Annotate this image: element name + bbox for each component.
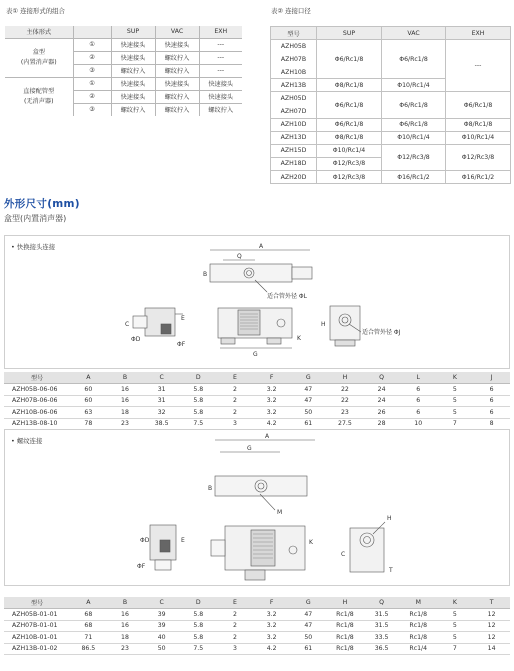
dim-label-g: G [253, 351, 258, 358]
sup-cell: Φ6/Rc1/8 [317, 40, 382, 79]
value-cell: 18 [107, 632, 144, 644]
col-header: 型号 [4, 597, 70, 609]
model-cell: AZH13B-08-10 [4, 418, 70, 430]
value-cell: Rc1/8 [400, 620, 437, 632]
table2-header-model: 型号 [271, 27, 317, 40]
value-cell: 23 [327, 407, 364, 419]
value-cell: 47 [290, 395, 327, 407]
model-cell: AZH05B [271, 40, 317, 53]
table-row [4, 395, 510, 407]
dim-label-k: K [297, 335, 301, 342]
dim1-header-row [4, 372, 510, 384]
combo-index: ② [73, 51, 111, 64]
value-cell: 5 [437, 407, 474, 419]
table2-caption: 表② 连接口径 [271, 7, 311, 15]
dim-label-b: B [203, 271, 208, 278]
exh-cell: Φ6/Rc1/8 [446, 92, 511, 118]
value-cell: 47 [290, 384, 327, 396]
vac-cell: 快速接头 [155, 77, 199, 90]
vac-cell: 螺纹拧入 [155, 51, 199, 64]
model-cell: AZH10B-06-06 [4, 407, 70, 419]
table1-caption: 表① 连接形式的组合 [6, 7, 65, 15]
value-cell: 24 [363, 384, 400, 396]
table2-header-vac: VAC [382, 27, 446, 40]
dim-label-t: T [389, 567, 393, 574]
table-row [4, 418, 510, 430]
vac-cell: Φ10/Rc1/4 [382, 79, 446, 92]
group-name-box: 盒型 [32, 48, 45, 56]
value-cell: 7 [437, 418, 474, 430]
value-cell: 27.5 [327, 418, 364, 430]
sup-cell: Φ8/Rc1/8 [317, 79, 382, 92]
sup-cell: 螺纹拧入 [111, 103, 155, 116]
threaded-dimension-table [4, 597, 510, 655]
value-cell: Rc1/8 [327, 620, 364, 632]
dim-label-c: C [125, 321, 130, 328]
value-cell: 47 [290, 620, 327, 632]
sup-cell: 螺纹拧入 [111, 64, 155, 77]
col-header: Q [363, 372, 400, 384]
dim-label-e: E [181, 537, 185, 544]
value-cell: 33.5 [363, 632, 400, 644]
col-header: K [437, 597, 474, 609]
value-cell: 23 [107, 418, 144, 430]
value-cell: Rc1/8 [327, 632, 364, 644]
dim-label-a: A [259, 243, 264, 250]
value-cell: 68 [70, 609, 107, 621]
value-cell: 5.8 [180, 620, 217, 632]
dim-label-h: H [321, 321, 326, 328]
col-header: J [473, 372, 510, 384]
col-header: D [180, 597, 217, 609]
group-label-direct [5, 77, 73, 116]
group-note-box: (内置消声器) [20, 58, 57, 66]
col-header: G [290, 372, 327, 384]
section-subtitle: 盒型(内置消声器) [4, 214, 67, 223]
value-cell: 31 [143, 384, 180, 396]
value-cell: 2 [217, 384, 254, 396]
value-cell: 68 [70, 620, 107, 632]
col-header: G [290, 597, 327, 609]
right-view-body [350, 528, 384, 572]
sup-cell: 快速接头 [111, 77, 155, 90]
fit-label-j: 适合管外径 ΦJ [362, 329, 401, 336]
value-cell: 63 [70, 407, 107, 419]
combo-index: ③ [73, 103, 111, 116]
col-header: D [180, 372, 217, 384]
vac-cell: Φ10/Rc1/4 [382, 131, 446, 144]
value-cell: Rc1/8 [327, 609, 364, 621]
col-header: B [107, 597, 144, 609]
value-cell: 39 [143, 609, 180, 621]
sup-cell: Φ12/Rc3/8 [317, 171, 382, 184]
vac-cell: Φ6/Rc1/8 [382, 92, 446, 118]
col-header: B [107, 372, 144, 384]
value-cell: 12 [473, 620, 510, 632]
dim-label-f: ΦF [177, 341, 186, 348]
dim-label-a: A [265, 433, 270, 440]
exh-cell: 快速接头 [199, 77, 242, 90]
combo-index: ② [73, 90, 111, 103]
value-cell: 3.2 [253, 620, 290, 632]
value-cell: 26 [363, 407, 400, 419]
col-header: H [327, 597, 364, 609]
exh-cell: --- [199, 51, 242, 64]
value-cell: 5.8 [180, 384, 217, 396]
value-cell: Rc1/8 [400, 632, 437, 644]
table1-header-row [5, 26, 242, 38]
value-cell: 5.8 [180, 632, 217, 644]
value-cell: 61 [290, 418, 327, 430]
value-cell: 39 [143, 620, 180, 632]
dim-label-g: G [247, 445, 252, 452]
table2-header-exh: EXH [446, 27, 511, 40]
col-header: Q [363, 597, 400, 609]
threaded-drawing [5, 430, 511, 587]
model-cell: AZH13D [271, 131, 317, 144]
value-cell: 2 [217, 407, 254, 419]
top-view-body [210, 264, 292, 282]
sup-cell: Φ10/Rc1/4 [317, 144, 382, 157]
value-cell: 86.5 [70, 643, 107, 655]
table-row [4, 407, 510, 419]
value-cell: 2 [217, 620, 254, 632]
sup-cell: 快速接头 [111, 51, 155, 64]
table-row [4, 609, 510, 621]
top-view-body [215, 476, 307, 496]
value-cell: 5.8 [180, 395, 217, 407]
fit-label-l: 适合管外径 ΦL [267, 293, 307, 300]
vac-cell: 螺纹拧入 [155, 90, 199, 103]
col-header: T [473, 597, 510, 609]
value-cell: 31.5 [363, 620, 400, 632]
value-cell: 7.5 [180, 643, 217, 655]
dim-label-d: ΦD [140, 537, 150, 544]
section-title: 外形尺寸(mm) [4, 198, 80, 210]
value-cell: 60 [70, 395, 107, 407]
value-cell: 6 [473, 384, 510, 396]
table1-header-body: 主体形式 [5, 26, 73, 38]
table-row [4, 632, 510, 644]
value-cell: 5.8 [180, 609, 217, 621]
dim-label-c: C [341, 551, 346, 558]
quick-connect-drawing [5, 236, 511, 370]
vac-cell: Φ16/Rc1/2 [382, 171, 446, 184]
leader-m [260, 494, 275, 510]
group-note-direct: (无消声器) [23, 97, 54, 105]
table-row [271, 92, 511, 105]
model-cell: AZH05D [271, 92, 317, 105]
value-cell: 16 [107, 384, 144, 396]
value-cell: 23 [107, 643, 144, 655]
model-cell: AZH10B [271, 66, 317, 79]
value-cell: 36.5 [363, 643, 400, 655]
value-cell: 4.2 [253, 418, 290, 430]
vac-cell: 螺纹拧入 [155, 64, 199, 77]
model-cell: AZH18D [271, 157, 317, 170]
exh-cell: 快速接头 [199, 90, 242, 103]
model-cell: AZH10D [271, 118, 317, 131]
col-header: H [327, 372, 364, 384]
value-cell: 3 [217, 643, 254, 655]
value-cell: 31 [143, 395, 180, 407]
model-cell: AZH10B-01-01 [4, 632, 70, 644]
sup-cell: Φ6/Rc1/8 [317, 118, 382, 131]
value-cell: 38.5 [143, 418, 180, 430]
exh-cell: 螺纹拧入 [199, 103, 242, 116]
model-cell: AZH07B-06-06 [4, 395, 70, 407]
table-row [271, 40, 511, 53]
value-cell: 50 [290, 407, 327, 419]
value-cell: 12 [473, 609, 510, 621]
value-cell: 32 [143, 407, 180, 419]
dim-label-f: ΦF [137, 563, 146, 570]
value-cell: 3 [217, 418, 254, 430]
dim-label-d: ΦD [131, 336, 141, 343]
combo-index: ① [73, 38, 111, 51]
value-cell: 22 [327, 384, 364, 396]
exh-cell: Φ12/Rc3/8 [446, 144, 511, 170]
value-cell: 10 [400, 418, 437, 430]
value-cell: 16 [107, 620, 144, 632]
vac-cell: 螺纹拧入 [155, 103, 199, 116]
col-header: F [253, 597, 290, 609]
exh-cell: --- [199, 64, 242, 77]
value-cell: 18 [107, 407, 144, 419]
panel2-title: • 螺纹连接 [11, 437, 43, 445]
dim-label-q: Q [237, 253, 242, 260]
value-cell: 3.2 [253, 384, 290, 396]
model-cell: AZH07B-01-01 [4, 620, 70, 632]
value-cell: 71 [70, 632, 107, 644]
value-cell: 16 [107, 609, 144, 621]
combo-index: ① [73, 77, 111, 90]
value-cell: 6 [400, 407, 437, 419]
col-header: C [143, 372, 180, 384]
connection-combo-table [5, 26, 242, 116]
model-cell: AZH07D [271, 105, 317, 118]
exh-cell: --- [199, 38, 242, 51]
value-cell: 5 [437, 384, 474, 396]
value-cell: 3.2 [253, 395, 290, 407]
sup-cell: Φ8/Rc1/8 [317, 131, 382, 144]
table-row [271, 131, 511, 144]
table-row [271, 118, 511, 131]
exh-cell: Φ16/Rc1/2 [446, 171, 511, 184]
dim-label-e: E [181, 315, 185, 322]
sup-cell: Φ6/Rc1/8 [317, 92, 382, 118]
col-header: A [70, 597, 107, 609]
value-cell: 6 [400, 395, 437, 407]
value-cell: 40 [143, 632, 180, 644]
threaded-drawing-panel [4, 429, 510, 586]
col-header: M [400, 597, 437, 609]
table-row [5, 38, 242, 51]
value-cell: 28 [363, 418, 400, 430]
dim-label-b: B [208, 485, 213, 492]
table-row [271, 171, 511, 184]
value-cell: 61 [290, 643, 327, 655]
value-cell: Rc1/8 [400, 609, 437, 621]
col-header: E [217, 597, 254, 609]
value-cell: 6 [473, 407, 510, 419]
value-cell: 2 [217, 395, 254, 407]
table1-header-sup: SUP [111, 26, 155, 38]
model-cell: AZH07B [271, 53, 317, 66]
table-row [5, 77, 242, 90]
vac-cell: Φ6/Rc1/8 [382, 40, 446, 79]
value-cell: 7.5 [180, 418, 217, 430]
table2-header-row [271, 27, 511, 40]
table-row [271, 144, 511, 157]
model-cell: AZH13B-01-02 [4, 643, 70, 655]
value-cell: 5.8 [180, 407, 217, 419]
vac-cell: Φ6/Rc1/8 [382, 118, 446, 131]
group-label-box [5, 38, 73, 77]
value-cell: Rc1/8 [327, 643, 364, 655]
value-cell: 60 [70, 384, 107, 396]
value-cell: 5 [437, 632, 474, 644]
value-cell: 14 [473, 643, 510, 655]
value-cell: 5 [437, 609, 474, 621]
dim-label-m: M [277, 509, 283, 516]
value-cell: 5 [437, 620, 474, 632]
value-cell: 5 [437, 395, 474, 407]
value-cell: 12 [473, 632, 510, 644]
quick-connect-drawing-panel [4, 235, 510, 369]
dim-label-k: K [309, 539, 313, 546]
col-header: C [143, 597, 180, 609]
col-header: A [70, 372, 107, 384]
model-cell: AZH05B-06-06 [4, 384, 70, 396]
sup-cell: Φ12/Rc3/8 [317, 157, 382, 170]
quick-connect-dimension-table [4, 372, 510, 430]
table-row [4, 384, 510, 396]
col-header: K [437, 372, 474, 384]
model-cell: AZH13B [271, 79, 317, 92]
value-cell: 3.2 [253, 609, 290, 621]
table1-header-blank [73, 26, 111, 38]
group-name-direct: 直接配管型 [23, 87, 55, 95]
model-cell: AZH15D [271, 144, 317, 157]
table1-header-vac: VAC [155, 26, 199, 38]
value-cell: 16 [107, 395, 144, 407]
col-header: L [400, 372, 437, 384]
col-header: F [253, 372, 290, 384]
value-cell: 78 [70, 418, 107, 430]
vac-cell: Φ12/Rc3/8 [382, 144, 446, 170]
value-cell: 22 [327, 395, 364, 407]
table-row [4, 620, 510, 632]
value-cell: 24 [363, 395, 400, 407]
sup-cell: 快速接头 [111, 38, 155, 51]
value-cell: 3.2 [253, 632, 290, 644]
model-cell: AZH20D [271, 171, 317, 184]
top-view-fitting [292, 267, 312, 279]
combo-index: ③ [73, 64, 111, 77]
value-cell: 50 [143, 643, 180, 655]
table-row [4, 643, 510, 655]
value-cell: 4.2 [253, 643, 290, 655]
value-cell: 2 [217, 632, 254, 644]
exh-cell: Φ10/Rc1/4 [446, 131, 511, 144]
value-cell: Rc1/4 [400, 643, 437, 655]
value-cell: 31.5 [363, 609, 400, 621]
table2-header-sup: SUP [317, 27, 382, 40]
value-cell: 8 [473, 418, 510, 430]
value-cell: 3.2 [253, 407, 290, 419]
exh-cell: Φ8/Rc1/8 [446, 118, 511, 131]
dim-label-h: H [387, 515, 392, 522]
model-cell: AZH05B-01-01 [4, 609, 70, 621]
value-cell: 6 [400, 384, 437, 396]
vac-cell: 快速接头 [155, 38, 199, 51]
value-cell: 50 [290, 632, 327, 644]
exh-cell: --- [446, 40, 511, 92]
col-header: 型号 [4, 372, 70, 384]
value-cell: 6 [473, 395, 510, 407]
port-size-table [270, 26, 510, 184]
value-cell: 2 [217, 609, 254, 621]
value-cell: 47 [290, 609, 327, 621]
col-header: E [217, 372, 254, 384]
table1-header-exh: EXH [199, 26, 242, 38]
dim2-header-row [4, 597, 510, 609]
panel1-title: • 快换接头连接 [11, 243, 56, 251]
value-cell: 7 [437, 643, 474, 655]
sup-cell: 快速接头 [111, 90, 155, 103]
